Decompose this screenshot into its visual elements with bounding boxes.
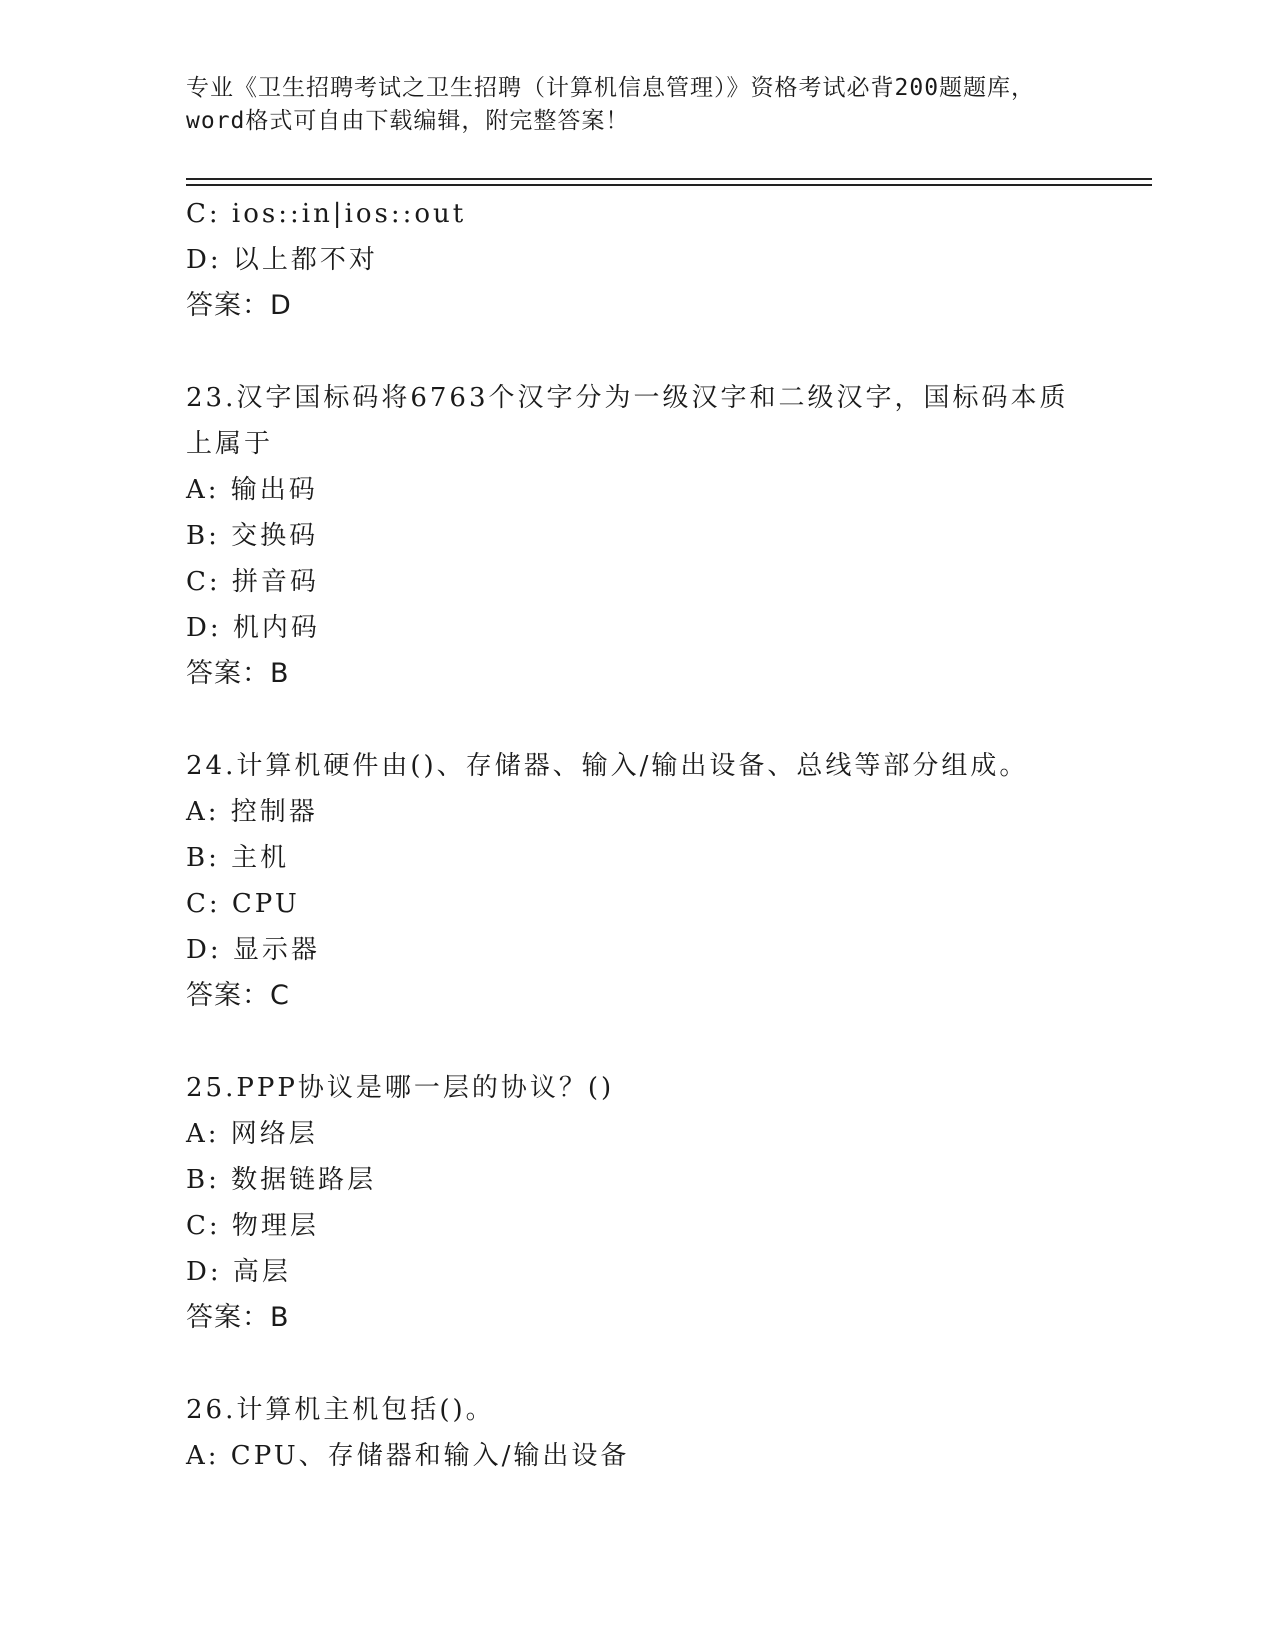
question-spacer bbox=[186, 1341, 1146, 1387]
question-list bbox=[186, 191, 1146, 1479]
option-d: D: 高层 bbox=[186, 1257, 291, 1287]
option-c: C: 拼音码 bbox=[186, 567, 319, 597]
question-26 bbox=[186, 1387, 1146, 1479]
option-b: B: 主机 bbox=[186, 843, 290, 873]
answer: 答案：B bbox=[186, 658, 290, 689]
prev-question-option-c: C: ios::in|ios::out bbox=[186, 199, 467, 229]
question-spacer bbox=[186, 1019, 1146, 1065]
option-a: A: 网络层 bbox=[186, 1119, 318, 1149]
question-stem: 24.计算机硬件由()、存储器、输入/输出设备、总线等部分组成。 bbox=[186, 751, 1029, 781]
question-23 bbox=[186, 375, 1146, 697]
option-a: A: CPU、存储器和输入/输出设备 bbox=[186, 1441, 630, 1471]
header-title-line-2: word格式可自由下载编辑，附完整答案！ bbox=[186, 108, 630, 134]
prev-question-option-d: D: 以上都不对 bbox=[186, 245, 378, 275]
question-spacer bbox=[186, 697, 1146, 743]
option-c: C: CPU bbox=[186, 889, 300, 919]
header-title-line-1: 专业《卫生招聘考试之卫生招聘（计算机信息管理）》资格考试必背200题题库， bbox=[186, 75, 1036, 101]
question-stem: 26.计算机主机包括()。 bbox=[186, 1395, 495, 1425]
question-25 bbox=[186, 1065, 1146, 1341]
answer: 答案：C bbox=[186, 980, 290, 1011]
question-stem: 25.PPP协议是哪一层的协议？() bbox=[186, 1073, 615, 1103]
document-header bbox=[186, 72, 1086, 138]
header-divider-bottom bbox=[186, 184, 1152, 186]
header-divider-top bbox=[186, 178, 1152, 180]
question-stem: 23.汉字国标码将6763个汉字分为一级汉字和二级汉字，国标码本质 bbox=[186, 383, 1069, 413]
option-d: D: 显示器 bbox=[186, 935, 320, 965]
option-d: D: 机内码 bbox=[186, 613, 320, 643]
option-c: C: 物理层 bbox=[186, 1211, 319, 1241]
option-a: A: 输出码 bbox=[186, 475, 318, 505]
option-b: B: 数据链路层 bbox=[186, 1165, 377, 1195]
question-spacer bbox=[186, 329, 1146, 375]
prev-question-answer: 答案：D bbox=[186, 290, 292, 321]
answer: 答案：B bbox=[186, 1302, 290, 1333]
option-a: A: 控制器 bbox=[186, 797, 318, 827]
question-stem-continued: 上属于 bbox=[186, 429, 274, 459]
question-24 bbox=[186, 743, 1146, 1019]
option-b: B: 交换码 bbox=[186, 521, 319, 551]
